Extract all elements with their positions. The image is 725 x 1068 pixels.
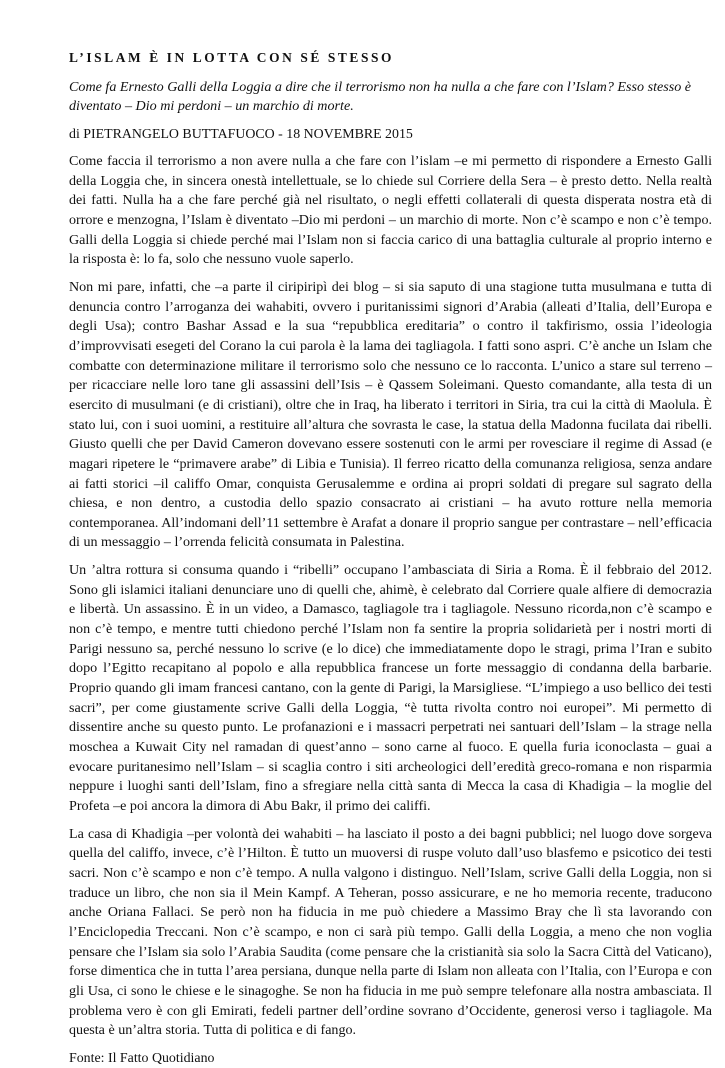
article-paragraph: Un ’altra rottura si consuma quando i “ribelli” occupano l’ambasciata di Siria a Roma. È il febbraio del 2012. Sono gli islamici italiani denunciare uno di quelli che, ahimè, è celebrato dal Corriere quale alfiere di democrazia e libertà. Un assassino. È in un video, a Damasco, tagliagole tra i tagliagole. Nessuno ricorda,non c’è scampo e non c’è tempo, e mentre tutti chiedono perché l’Islam non fa sentire la propria solidarietà per i nostri morti di Parigi nessuno sa, perché nessuno lo scrive (e lo dice) che immediatamente dopo le stragi, prima l’Iran e subito dopo l’Egitto recapitano al popolo e alla repubblica francese un forte messaggio di condanna della barbarie. Proprio quando gli imam francesi cantano, con la gente di Parigi, la Marsigliese. “L’impiego a uso bellico dei testi sacri”, per come giustamente scrive Galli della Loggia, “è tutta rivolta contro noi europei”. Mi permetto di dissentire anche su questo punto. Le profanazioni e i massacri perpetrati nei santuari dell’Islam – la strage nella moschea a Kuwait City nel ramadan di quest’anno – sono carne al fuoco. E quella furia iconoclasta – guai a evocare puritanesimo nell’Islam – si scaglia contro i siti archeologici dell’eredità greco-romana e non risparmia neppure i luoghi santi dell’Islam, fino a sfregiare nella città santa di Mecca la casa di Khadigia – la moglie del Profeta –e poi ancora la dimora di Abu Bakr, il primo dei califfi. <box>69 562 712 814</box>
article-byline: di PIETRANGELO BUTTAFUOCO - 18 NOVEMBRE 2015 <box>69 127 413 142</box>
article-title: L’ISLAM È IN LOTTA CON SÉ STESSO <box>69 50 395 65</box>
article <box>69 50 712 1068</box>
article-subtitle: Come fa Ernesto Galli della Loggia a dire che il terrorismo non ha nulla a che fare con l’Islam? Esso stesso è diventato – Dio mi perdoni – un marchio di morte. <box>69 79 692 114</box>
article-paragraph: La casa di Khadigia –per volontà dei wahabiti – ha lasciato il posto a dei bagni pubblici; nel luogo dove sorgeva quella del califfo, invece, c’è l’Hilton. È tutto un muoversi di ruspe voluto dall’uso blasfemo e psicotico dei testi sacri. Non c’è scampo e non c’è tempo. A nulla valgono i distinguo. Nell’Islam, scrive Galli della Loggia, non si traduce un libro, che non sia il Mein Kampf. A Teheran, posso assicurare, e ne ho memoria recente, traducono anche Oriana Fallaci. Se però non ha fiducia in me può chiedere a Massimo Bray che lì sta lavorando con l’Enciclopedia Treccani. Non c’è scampo, e non ci sarà più tempo. Galli della Loggia, a meno che non voglia pensare che l’Islam sia solo l’Arabia Saudita (come pensare che la cristianità sia solo la Sacra Città del Vaticano), forse dimentica che in tutta l’area persiana, dunque nella parte di Islam non alleata con l’Italia, con l’Europa e con gli Usa, ci sono le chiese e le sinagoghe. Se non ha fiducia in me può sempre telefonare alla nostra ambasciata. Il problema vero è con gli Emirati, fedeli partner dell’ordine sovrano d’Occidente, generosi verso i tagliagole. Ma questa è un’altra storia. Tutta di politica e di fango. <box>69 825 712 1039</box>
article-paragraph: Come faccia il terrorismo a non avere nulla a che fare con l’islam –e mi permetto di rispondere a Ernesto Galli della Loggia che, in sincera onestà intellettuale, se lo chiede sul Corriere della Sera – è presto detto. Nella realtà dei fatti. Nulla ha a che fare perché già nel risultato, o negli effetti collaterali di questa disperata nostra età di orrore e menzogna, l’Islam è diventato –Dio mi perdoni – un marchio di morte. Non c’è scampo e non c’è tempo. Galli della Loggia si chiede perché mai l’Islam non si faccia carico di una battaglia culturale al proprio interno e la risposta è: lo fa, solo che nessuno vuole saperlo. <box>69 153 712 268</box>
article-source: Fonte: Il Fatto Quotidiano <box>69 1050 215 1066</box>
article-paragraph: Non mi pare, infatti, che –a parte il ciripiripì dei blog – si sia saputo di una stagione tutta musulmana e tutta di denuncia contro l’arroganza dei wahabiti, ovvero i puritanissimi signori d’Arabia (alleati d’Italia, dell’Europa e degli Usa); contro Bashar Assad e la sua “repubblica ereditaria” o contro il takfirismo, ossia l’ideologia d’improvvisati esegeti del Corano la cui parola è la lama dei tagliagola. I fatti sono aspri. C’è anche un Islam che combatte con determinazione militare il terrorismo solo che nessuno ce lo racconta. L’unico a stare sul terreno – per ricacciare nelle loro tane gli assassini dell’Isis – è Qassem Soleimani. Questo comandante, alla testa di un esercito di musulmani (e di cristiani), oltre che in Iraq, ha liberato i territori in Siria, tra cui la città di Maolula. È stato lui, con i suoi uomini, a restituire all’altura che sovrasta le case, la statua della Madonna fucilata dai ribelli. Giusto quelli che per David Cameron dovevano essere sostenuti con le armi per rovesciare il regime di Assad (e magari ripetere le “primavere arabe” di Libia e Tunisia). Il ferreo ricatto della comunanza religiosa, senza andare ai fatti storici –il califfo Omar, conquista Gerusalemme e ordina ai propri soldati di pregare sul sagrato della chiesa, e non dentro, a custodia dello spazio consacrato ai cristiani – ha avuto rotture nella memoria contemporanea. All’indomani dell’11 settembre è Arafat a donare il proprio sangue per contrastare – nell’efficacia di un messaggio – l’orrenda felicità consumata in Palestina. <box>69 278 712 551</box>
